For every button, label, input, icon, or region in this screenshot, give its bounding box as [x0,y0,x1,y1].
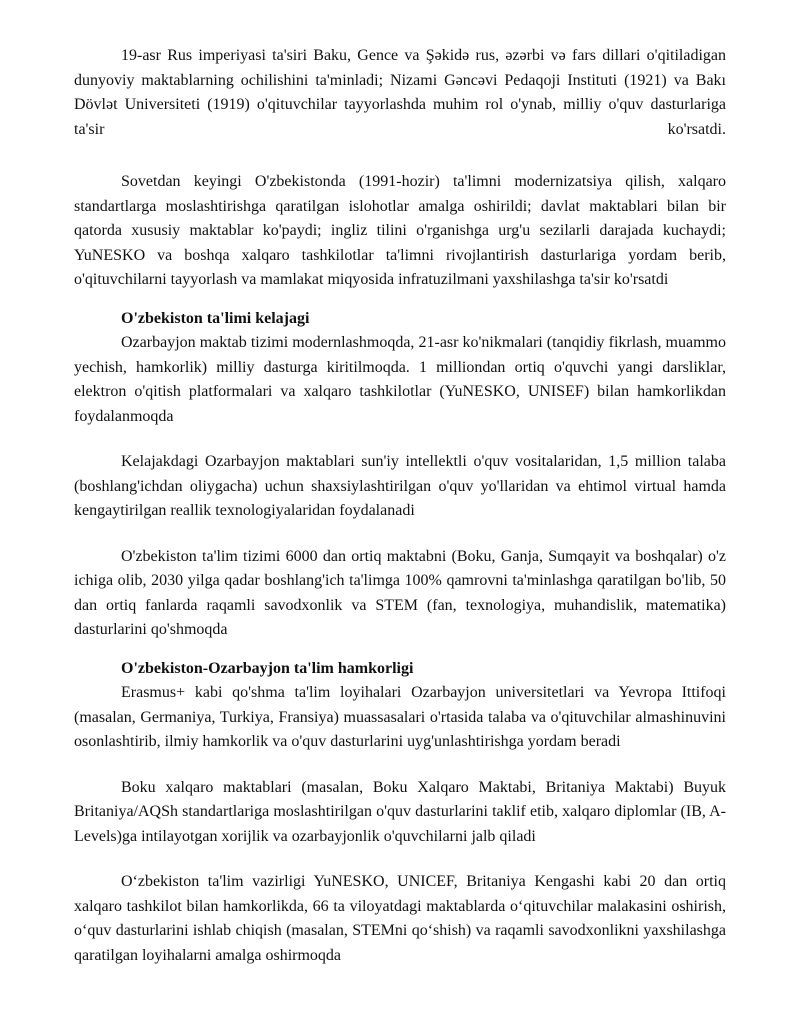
paragraph-ai-tools: Kelajakdagi Ozarbayjon maktablari sun'iy intellektli o'quv vositalaridan, 1,5 million talaba (boshlang'ichdan oliygacha) uchun shaxsiylashtirilgan o'quv yo'llaridan va ehtimol virtual hamda kengaytirilgan reallik texnologiyalaridan foydalanadi [74,453,726,519]
paragraph-gap [74,524,726,545]
paragraph-russian-empire-schools: 19-asr Rus imperiyasi ta'siri Baku, Gence va Şəkidə rus, əzərbi və fars dillari o'qitiladigan dunyoviy maktablarning ochilishini ta'minladi; Nizami Gəncəvi Pedaqoji Instituti (1921) va Bakı Dövlət Universiteti (1919) o'qituvchilar tayyorlashda muhim rol o'ynab, milliy o'quv dasturlariga ta'sir ko'rsatdi. [74,47,726,138]
paragraph-ministry-partnerships: O‘zbekiston ta'lim vazirligi YuNESKO, UNICEF, Britaniya Kengashi kabi 20 dan ortiq xalqaro tashkilot bilan hamkorlikda, 66 ta viloyatdagi maktablarda o‘qituvchilar malakasini oshirish, o‘quv dasturlarini ishlab chiqish (masalan, STEMni qo‘shish) va raqamli savodxonlikni yaxshilashga qaratilgan loyihalarni amalga oshirmoqda [74,873,726,964]
paragraph-gap [74,755,726,776]
paragraph-erasmus: Erasmus+ kabi qo'shma ta'lim loyihalari Ozarbayjon universitetlari va Yevropa Ittifoqi (masalan, Germaniya, Turkiya, Fransiya) muassasalari o'rtasida talaba va o'qituvchilar almashinuvini osonlashtirib, ilmiy hamkorlik va o'quv dasturlarini uyg'unlashtirishga yordam beradi [74,684,726,750]
paragraph-gap [74,429,726,450]
section-heading-cooperation: O'zbekiston-Ozarbayjon ta'lim hamkorligi [121,659,414,677]
paragraph-post-soviet-reforms: Sovetdan keyingi O'zbekistonda (1991-hozir) ta'limni modernizatsiya qilish, xalqaro standartlarga moslashtirishga qaratilgan islohotlar amalga oshirildi; davlat maktablari bilan bir qatorda xususiy maktablar ko'paydi; ingliz tilini o'rganishga urg'u sezilarli darajada kuchaydi; YuNESKO va boshqa xalqaro tashkilotlar ta'limni rivojlantirish dasturlariga yordam berib, o'qituvchilarni tayyorlash va mamlakat miqyosida infratuzilmani yaxshilashga ta'sir ko'rsatdi [74,173,726,288]
paragraph-gap [74,142,726,170]
paragraph-modernization: Ozarbayjon maktab tizimi modernlashmoqda, 21-asr ko'nikmalari (tanqidiy fikrlash, muammo yechish, hamkorlik) milliy dasturga kiritilmoqda. 1 milliondan ortiq o'quvchi yangi darsliklar, elektron o'qitish platformalari va xalqaro tashkilotlar (YuNESKO, UNISEF) bilan hamkorlikdan foydalanmoqda [74,334,726,425]
section-heading-future: O'zbekiston ta'limi kelajagi [121,309,310,327]
paragraph-school-count: O'zbekiston ta'lim tizimi 6000 dan ortiq maktabni (Boku, Ganja, Sumqayit va boshqalar) o'z ichiga olib, 2030 yilga qadar boshlang'ich ta'limga 100% qamrovni ta'minlashga qaratilgan bo'lib, 50 dan ortiq fanlarda raqamli savodxonlik va STEM (fan, texnologiya, muhandislik, matematika) dasturlarini qo'shmoqda [74,547,726,638]
document-page [74,44,726,968]
paragraph-gap [74,293,726,307]
paragraph-gap [74,849,726,870]
paragraph-gap [74,643,726,657]
paragraph-international-schools: Boku xalqaro maktablari (masalan, Boku Xalqaro Maktabi, Britaniya Maktabi) Buyuk Britaniya/AQSh standartlariga moslashtirilgan o'quv dasturlarini taklif etib, xalqaro diplomlar (IB, A-Levels)ga intilayotgan xorijlik va ozarbayjonlik o'quvchilarni jalb qiladi [74,778,726,845]
